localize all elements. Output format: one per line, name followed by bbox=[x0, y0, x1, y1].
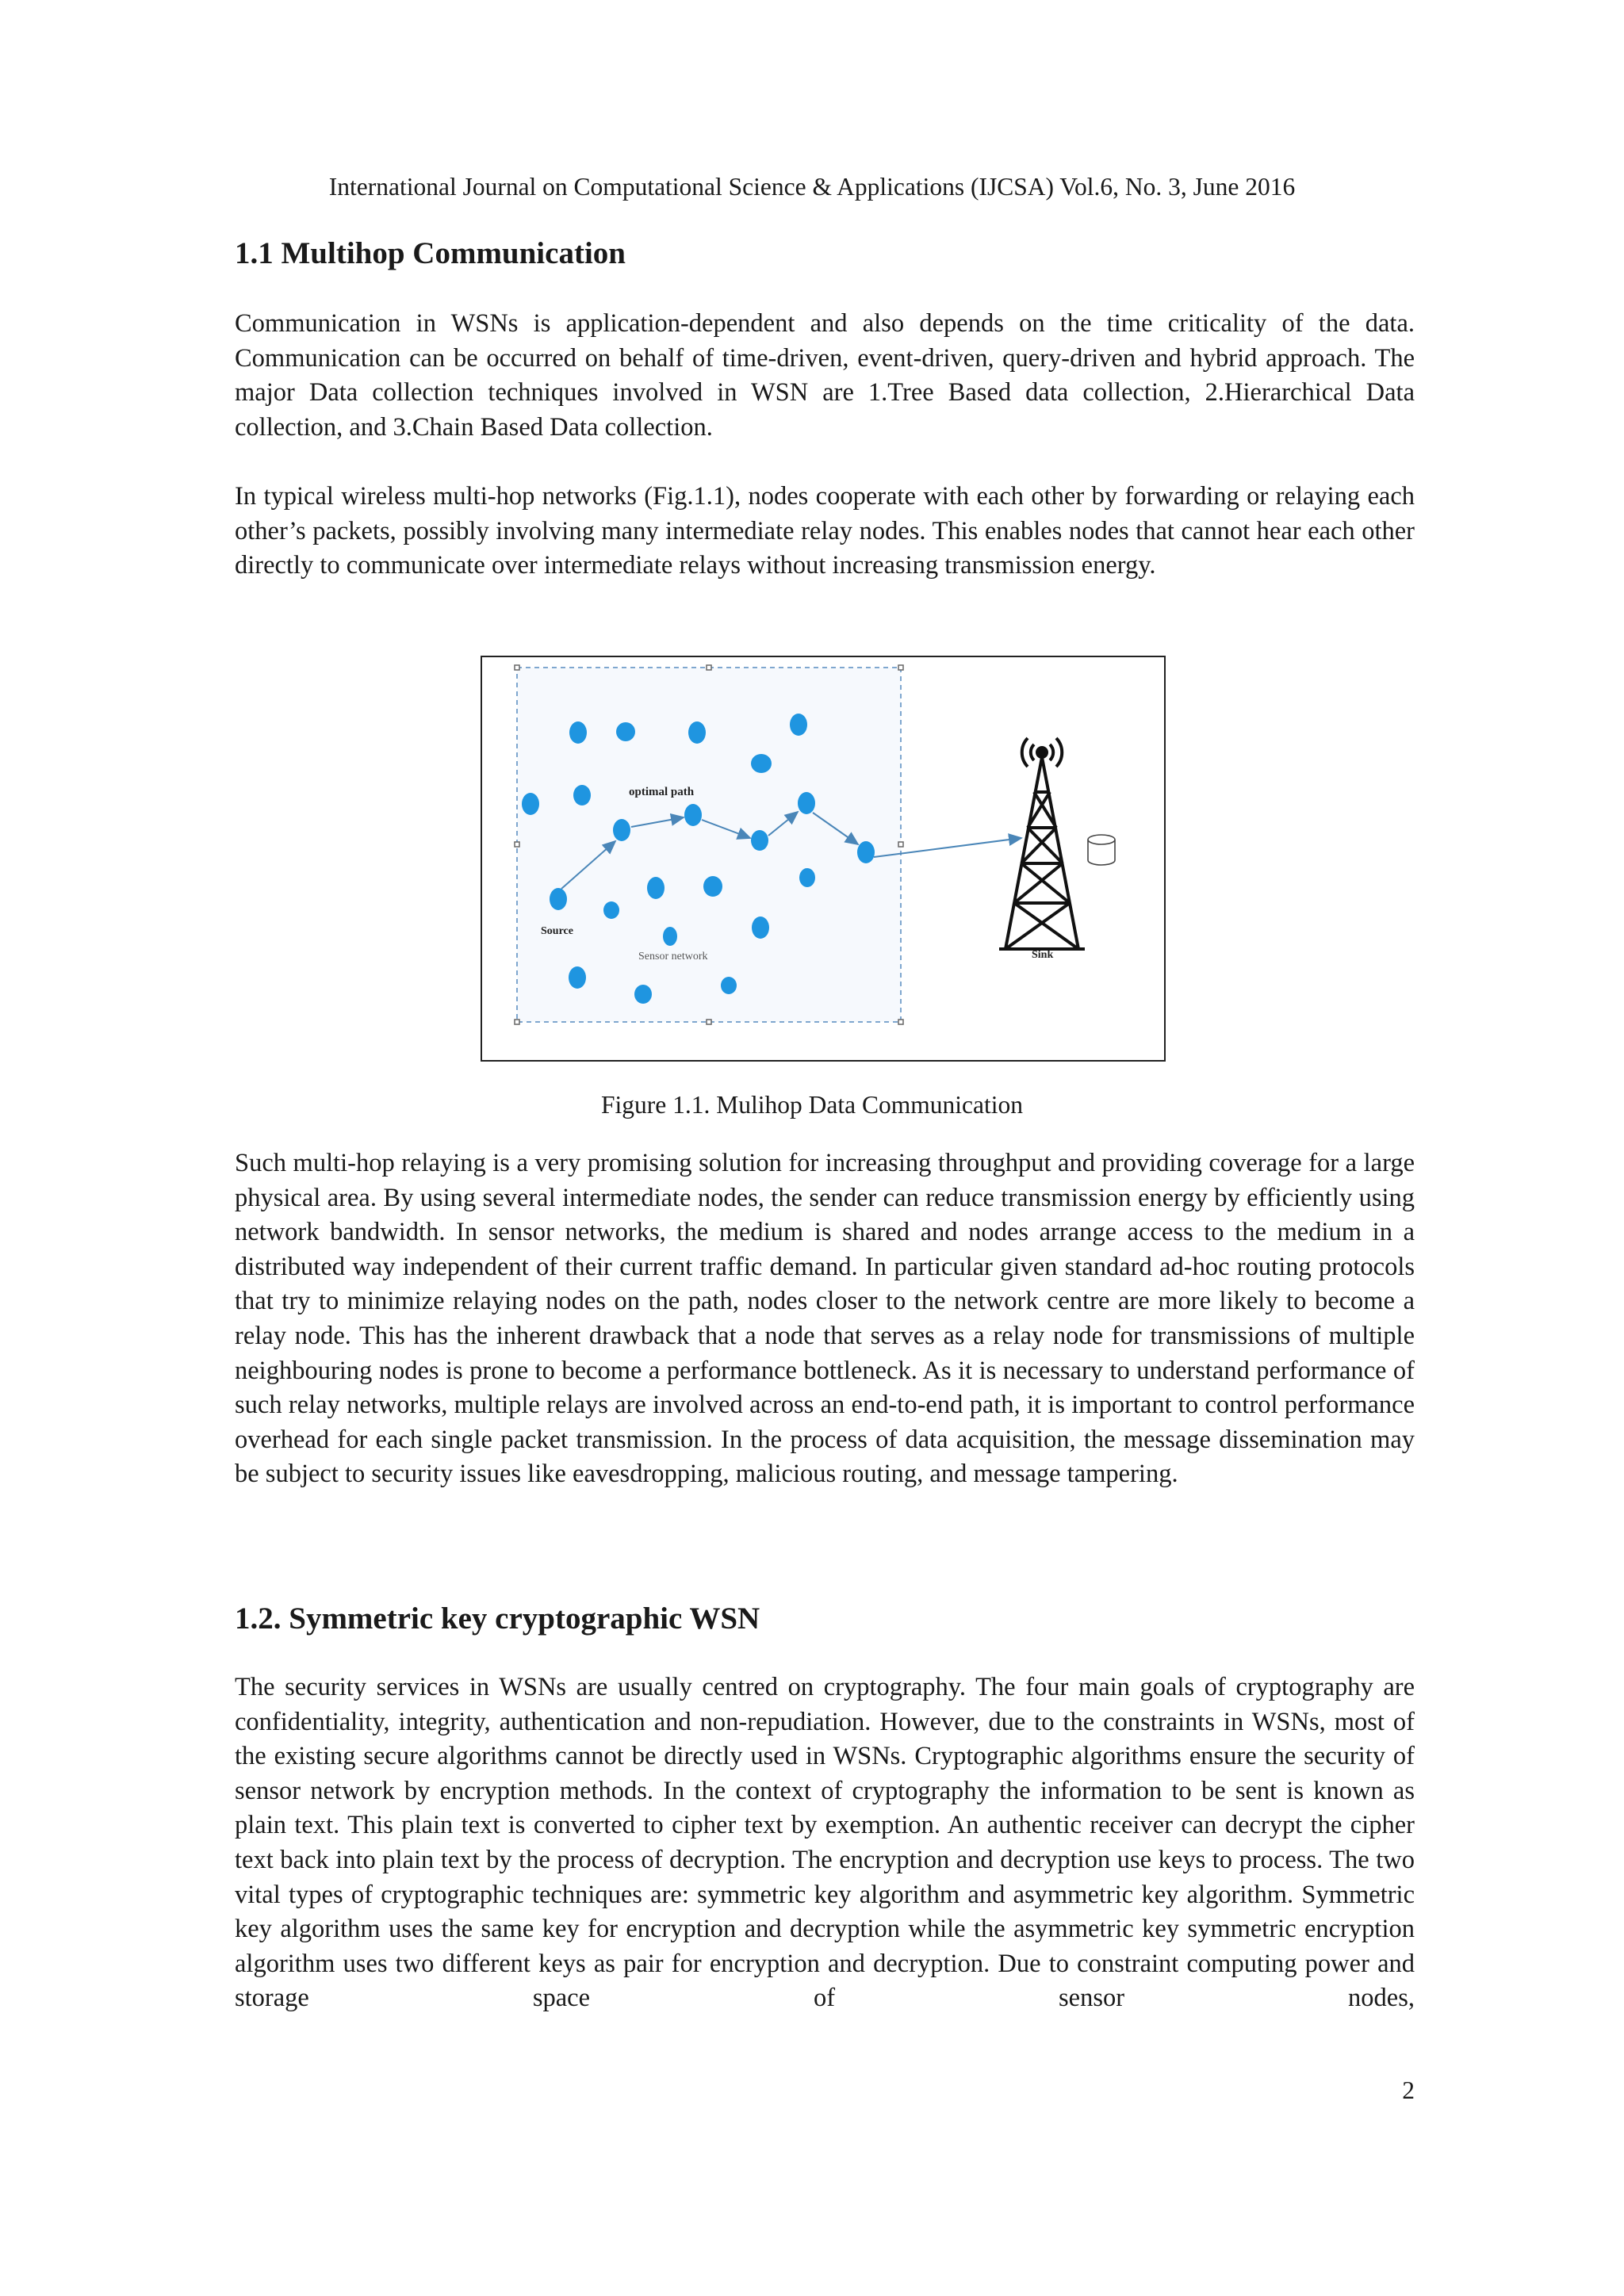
paragraph-multihop-relaying: Such multi-hop relaying is a very promising solution for increasing throughput and providing coverage for a large physical area. By using several intermediate nodes, the sender can reduce transmission energy by efficiently using network bandwidth. In sensor networks, the medium is shared and nodes arrange access to the medium in a distributed way independent of their current traffic demand. In particular given standard ad-hoc routing protocols that try to minimize relaying nodes on the path, nodes closer to the network centre are more likely to become a relay node. This has the inherent drawback that a node that serves as a relay node for transmissions of multiple neighbouring nodes is prone to become a performance bottleneck. As it is necessary to understand performance of such relay networks, multiple relays are involved across an end-to-end path, it is important to control performance overhead for each single packet transmission. In the process of data acquisition, the message dissemination may be subject to security issues like eavesdropping, malicious routing, and message tampering. bbox=[235, 1149, 1415, 1489]
journal-header: International Journal on Computational Science & Applications (IJCSA) Vol.6, No. 3, June 2016 bbox=[328, 173, 1296, 201]
section-heading-multihop: 1.1 Multihop Communication bbox=[235, 236, 626, 270]
sensor-node bbox=[721, 977, 737, 994]
sensor-node bbox=[751, 754, 772, 773]
paragraph-multihop-networks: In typical wireless multi-hop networks (Fig.1.1), nodes cooperate with each other by forwarding or relaying each other’s packets, possibly involving many intermediate relay nodes. This enables nodes that cannot hear each other directly to communicate over intermediate relays without increasing transmission energy. bbox=[235, 482, 1415, 580]
page-number: 2 bbox=[1402, 2076, 1415, 2104]
sensor-node bbox=[603, 901, 619, 919]
optimal-path-node bbox=[684, 804, 702, 826]
section-heading-symmetric-key: 1.2. Symmetric key cryptographic WSN bbox=[235, 1601, 760, 1636]
figure-caption: Figure 1.1. Mulihop Data Communication bbox=[601, 1091, 1023, 1119]
sensor-node bbox=[616, 722, 635, 741]
optimal-path-label: optimal path bbox=[629, 786, 695, 798]
source-node bbox=[550, 888, 567, 910]
tower-icon bbox=[999, 738, 1085, 949]
figure-multihop-diagram bbox=[481, 656, 1166, 1062]
sensor-node bbox=[569, 966, 586, 989]
optimal-path-node bbox=[613, 819, 630, 841]
database-icon bbox=[1088, 835, 1115, 865]
optimal-path-node bbox=[857, 841, 875, 863]
optimal-path-node bbox=[751, 830, 768, 851]
sensor-node bbox=[522, 793, 539, 815]
sensor-node bbox=[569, 721, 587, 744]
sensor-network-label: Sensor network bbox=[638, 951, 708, 962]
sensor-node bbox=[752, 916, 769, 939]
sensor-node bbox=[647, 877, 665, 899]
source-label: Source bbox=[541, 925, 573, 937]
optimal-path-node bbox=[798, 792, 815, 814]
sink-label: Sink bbox=[1032, 949, 1054, 961]
sensor-node bbox=[799, 868, 815, 887]
sensor-node bbox=[663, 927, 677, 946]
sensor-node bbox=[634, 985, 652, 1004]
network-diagram bbox=[482, 657, 1164, 1060]
sensor-node bbox=[573, 785, 591, 806]
sensor-node bbox=[790, 714, 807, 736]
paragraph-cryptography: The security services in WSNs are usually centred on cryptography. The four main goals of cryptography are confidentiality, integrity, authentication and non-repudiation. However, due to the constraints in WSNs, most of the existing secure algorithms cannot be directly used in WSNs. Cryptographic algorithms ensure the security of sensor network by encryption methods. In the context of cryptography the information to be sent is known as plain text. This plain text is converted to cipher text by exemption. An authentic receiver can decrypt the cipher text back into plain text by the process of decryption. The encryption and decryption use keys to process. The two vital types of cryptographic techniques are: symmetric key algorithm and asymmetric key algorithm. Symmetric key algorithm uses the same key for encryption and decryption while the asymmetric key symmetric encryption algorithm uses two different keys as pair for encryption and decryption. Due to constraint computing power and storage space of sensor nodes, bbox=[235, 1673, 1415, 2013]
sensor-node bbox=[688, 721, 706, 744]
sensor-node bbox=[703, 876, 722, 897]
paragraph-communication: Communication in WSNs is application-dependent and also depends on the time criticality of the data. Communication can be occurred on behalf of time-driven, event-driven, query-driven and hybrid approach. The major Data collection techniques involved in WSN are 1.Tree Based data collection, 2.Hierarchical Data collection, and 3.Chain Based Data collection. bbox=[235, 309, 1415, 442]
